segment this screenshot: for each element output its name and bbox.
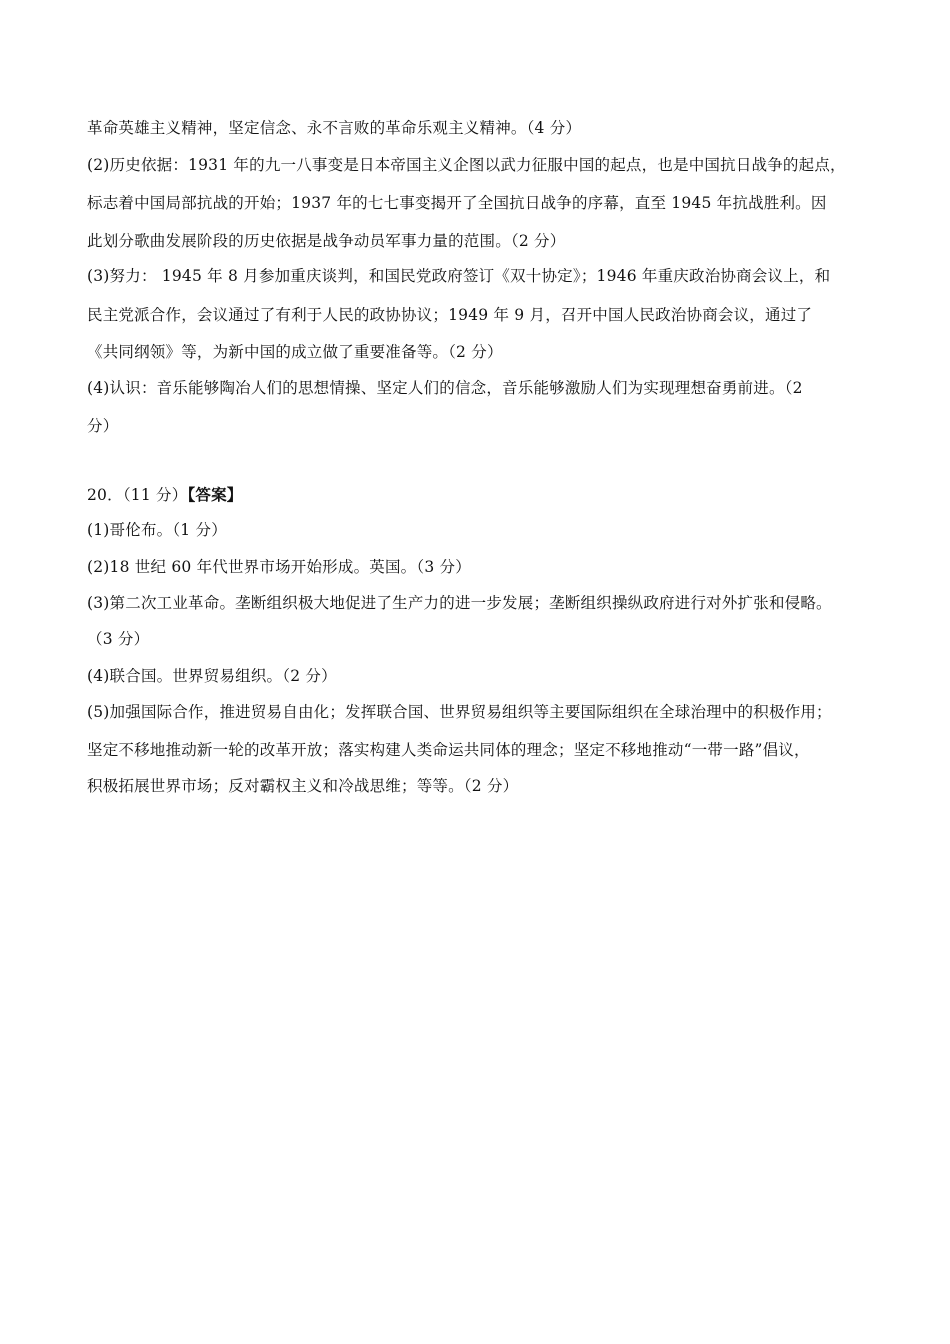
answer-line: (3)第二次工业革命。垄断组织极大地促进了生产力的进一步发展；垄断组织操纵政府进行对外扩张和侵略。 [87,594,832,612]
answer-line: (2)18 世纪 60 年代世界市场开始形成。英国。（3 分） [87,558,471,576]
answer-line: 革命英雄主义精神，坚定信念、永不言败的革命乐观主义精神。（4 分） [87,119,582,137]
answer-line: （3 分） [87,630,150,648]
question-number: 20．（11 分） [87,486,188,504]
answer-line: 标志着中国局部抗战的开始；1937 年的七七事变揭开了全国抗日战争的序幕，直至 1945 年抗战胜利。因 [87,194,827,212]
answer-line: (5)加强国际合作，推进贸易自由化；发挥联合国、世界贸易组织等主要国际组织在全球治理中的积极作用； [87,703,832,721]
answer-line: (1)哥伦布。（1 分） [87,521,227,539]
answer-line: 分） [87,417,119,435]
answer-line: 积极拓展世界市场；反对霸权主义和冷战思维；等等。（2 分） [87,777,519,795]
answer-line: (4)认识：音乐能够陶冶人们的思想情操、坚定人们的信念，音乐能够激励人们为实现理想奋勇前进。（2 [87,379,803,397]
answer-line: 此划分歌曲发展阶段的历史依据是战争动员军事力量的范围。（2 分） [87,232,566,250]
question-heading [87,485,887,505]
answer-line: 民主党派合作，会议通过了有利于人民的政协协议；1949 年 9 月，召开中国人民政治协商会议，通过了 [87,306,813,324]
answer-line: 坚定不移地推动新一轮的改革开放；落实构建人类命运共同体的理念；坚定不移地推动“一带一路”倡议， [87,741,810,759]
answer-line: 《共同纲领》等，为新中国的成立做了重要准备等。（2 分） [87,343,503,361]
answer-line: (4)联合国。世界贸易组织。（2 分） [87,667,337,685]
answer-line: (3)努力： 1945 年 8 月参加重庆谈判，和国民党政府签订《双十协定》；1946 年重庆政治协商会议上，和 [87,267,831,285]
answer-label: 【答案】 [187,485,243,504]
answer-line: (2)历史依据：1931 年的九一八事变是日本帝国主义企图以武力征服中国的起点，也是中国抗日战争的起点， [87,156,846,174]
